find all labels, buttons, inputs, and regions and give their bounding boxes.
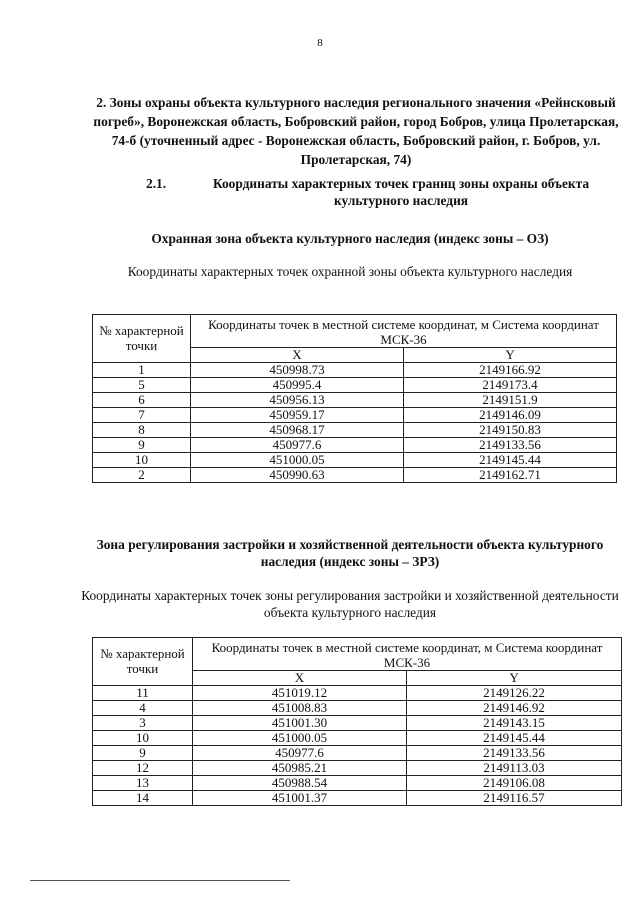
point-number-cell: 14 [93,791,193,806]
point-number-cell: 9 [93,438,191,453]
y-coordinate-cell: 2149133.56 [407,746,622,761]
point-number-cell: 8 [93,423,191,438]
table-row [93,408,617,423]
point-number-cell: 10 [93,453,191,468]
y-coordinate-cell: 2149113.03 [407,761,622,776]
zrz-table-body [93,686,622,806]
point-number-cell: 6 [93,393,191,408]
point-number-cell: 2 [93,468,191,483]
subsection-title: Координаты характерных точек границ зоны охраны объекта культурного наследия [212,176,590,208]
page-number: 8 [317,37,323,49]
table-row [93,731,622,746]
oz-col-x-header: X [191,348,404,363]
oz-table-body [93,363,617,483]
y-coordinate-cell: 2149150.83 [404,423,617,438]
x-coordinate-cell: 450977.6 [193,746,407,761]
point-number-cell: 9 [93,746,193,761]
table-row [93,378,617,393]
point-number-cell: 7 [93,408,191,423]
x-coordinate-cell: 451000.05 [191,453,404,468]
point-number-cell: 4 [93,701,193,716]
y-coordinate-cell: 2149143.15 [407,716,622,731]
table-row [93,438,617,453]
point-number-cell: 1 [93,363,191,378]
section-title: 2. Зоны охраны объекта культурного наследия регионального значения «Рейнсковый погреб», Воронежская область, Бобровский район, город Бобров, улица Пролетарская, 74-б (уточненный адрес - Воронежская область, Бобровский район, г. Бобров, ул. Пролетарская, 74) [93,95,619,167]
zrz-coordinates-table [92,637,622,806]
x-coordinate-cell: 450988.54 [193,776,407,791]
table-row [93,761,622,776]
point-number-cell: 11 [93,686,193,701]
x-coordinate-cell: 450959.17 [191,408,404,423]
x-coordinate-cell: 450956.13 [191,393,404,408]
zrz-col-coords-header: Координаты точек в местной системе координат, м Система координат МСК-36 [193,638,622,671]
table-row [93,716,622,731]
footer-divider [30,880,290,881]
table-row [93,776,622,791]
oz-table-caption: Координаты характерных точек охранной зоны объекта культурного наследия [127,264,573,279]
x-coordinate-cell: 450985.21 [193,761,407,776]
oz-zone-title: Охранная зона объекта культурного наследия (индекс зоны – ОЗ) [151,231,549,246]
x-coordinate-cell: 450968.17 [191,423,404,438]
y-coordinate-cell: 2149133.56 [404,438,617,453]
x-coordinate-cell: 450998.73 [191,363,404,378]
x-coordinate-cell: 450977.6 [191,438,404,453]
y-coordinate-cell: 2149106.08 [407,776,622,791]
oz-col-coords-header: Координаты точек в местной системе координат, м Система координат МСК-36 [191,315,617,348]
y-coordinate-cell: 2149166.92 [404,363,617,378]
subsection-number: 2.1. [146,176,167,191]
x-coordinate-cell: 451008.83 [193,701,407,716]
table-row [93,701,622,716]
table-row [93,453,617,468]
zrz-col-number-header: № характерной точки [93,638,193,686]
subsection-heading [120,175,620,209]
oz-col-number-header: № характерной точки [93,315,191,363]
table-row [93,423,617,438]
y-coordinate-cell: 2149146.92 [407,701,622,716]
y-coordinate-cell: 2149126.22 [407,686,622,701]
table-row [93,746,622,761]
point-number-cell: 12 [93,761,193,776]
oz-coordinates-table [92,314,617,483]
table-row [93,791,622,806]
y-coordinate-cell: 2149145.44 [404,453,617,468]
y-coordinate-cell: 2149162.71 [404,468,617,483]
y-coordinate-cell: 2149173.4 [404,378,617,393]
point-number-cell: 5 [93,378,191,393]
x-coordinate-cell: 450995.4 [191,378,404,393]
table-row [93,363,617,378]
x-coordinate-cell: 450990.63 [191,468,404,483]
y-coordinate-cell: 2149146.09 [404,408,617,423]
x-coordinate-cell: 451000.05 [193,731,407,746]
y-coordinate-cell: 2149151.9 [404,393,617,408]
y-coordinate-cell: 2149116.57 [407,791,622,806]
table-row [93,393,617,408]
y-coordinate-cell: 2149145.44 [407,731,622,746]
oz-col-y-header: Y [404,348,617,363]
zrz-col-y-header: Y [407,671,622,686]
x-coordinate-cell: 451001.30 [193,716,407,731]
zrz-col-x-header: X [193,671,407,686]
point-number-cell: 13 [93,776,193,791]
x-coordinate-cell: 451019.12 [193,686,407,701]
point-number-cell: 3 [93,716,193,731]
zrz-zone-title: Зона регулирования застройки и хозяйственной деятельности объекта культурного наследия (индекс зоны – ЗРЗ) [96,537,604,569]
table-row [93,468,617,483]
table-row [93,686,622,701]
zrz-table-caption: Координаты характерных точек зоны регулирования застройки и хозяйственной деятельности объекта культурного наследия [81,588,619,620]
point-number-cell: 10 [93,731,193,746]
x-coordinate-cell: 451001.37 [193,791,407,806]
